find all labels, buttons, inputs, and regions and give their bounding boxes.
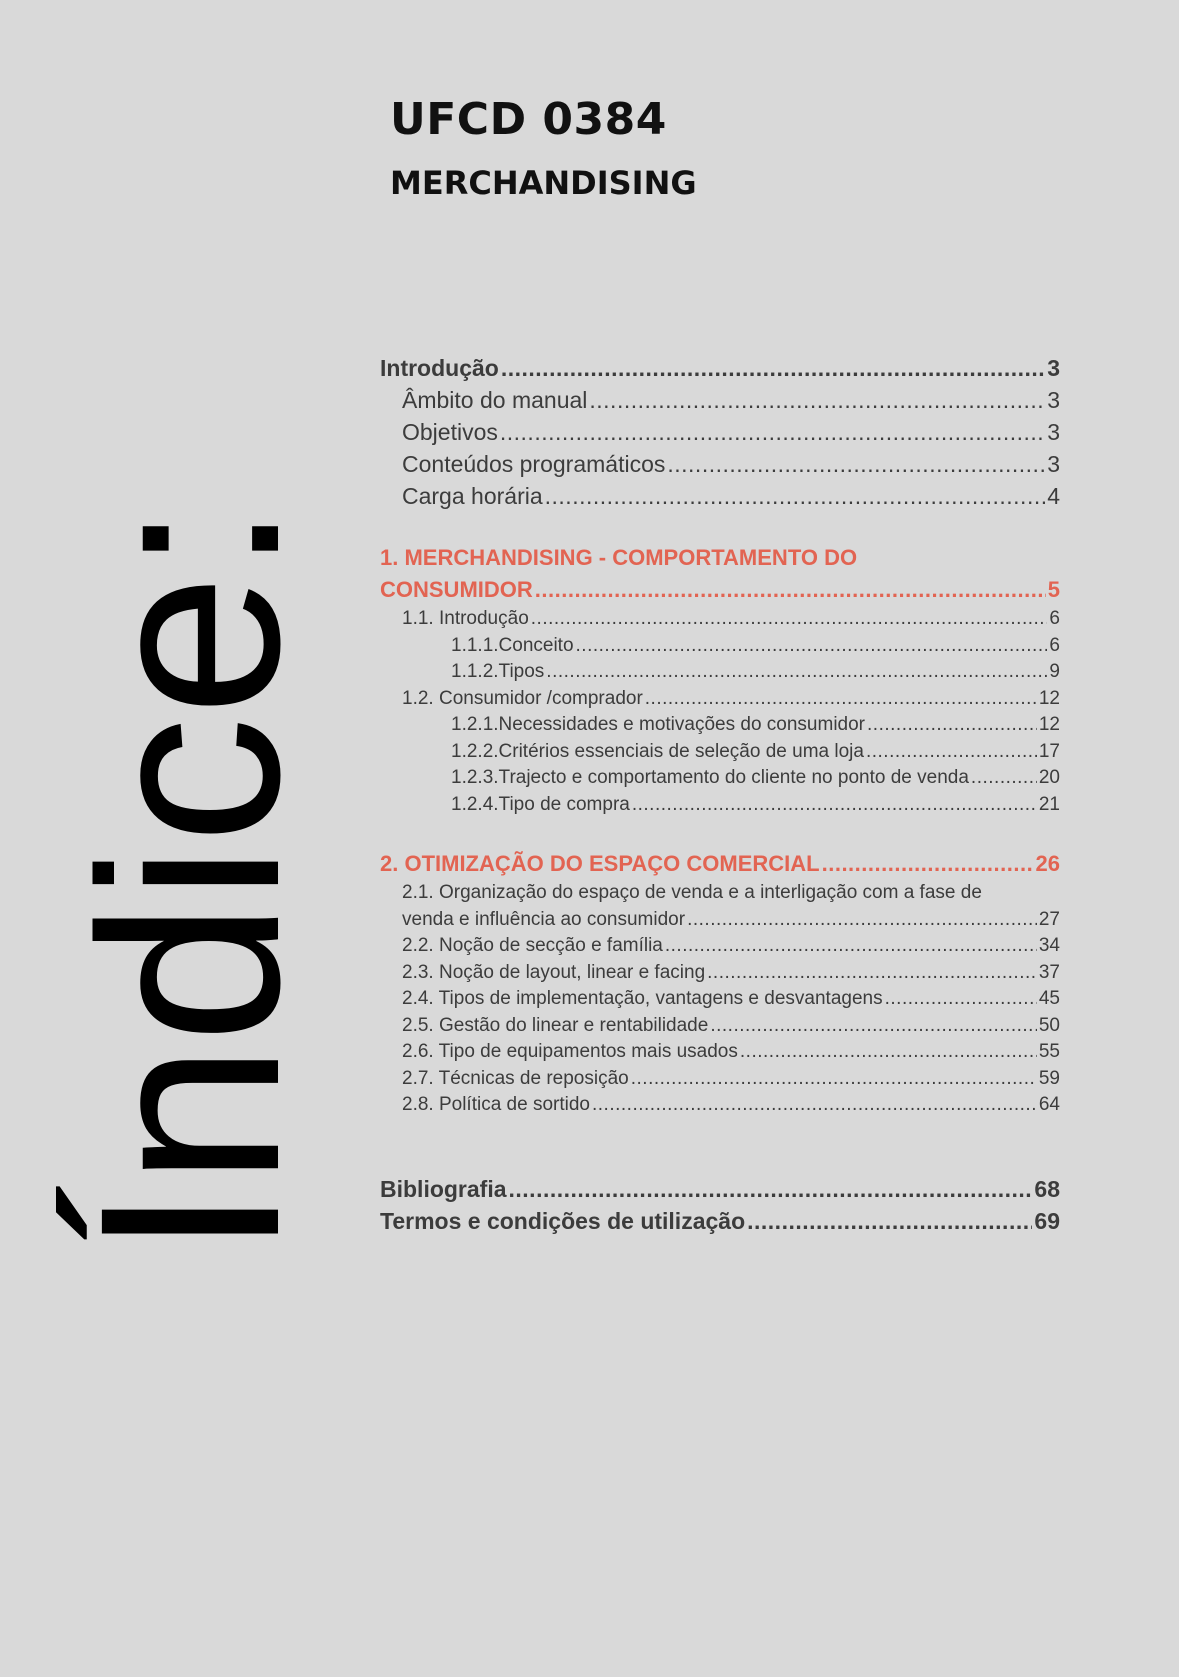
- toc-entry-termos[interactable]: [380, 1205, 1060, 1237]
- toc-entry-page: 12: [1038, 687, 1060, 709]
- toc-entry-label: Conteúdos programáticos: [402, 451, 666, 477]
- toc-entry[interactable]: [380, 1039, 1060, 1066]
- toc-leader-dots: [589, 384, 1045, 416]
- toc-entry-label: 2.4. Tipos de implementação, vantagens e desvantagens: [402, 988, 883, 1009]
- toc-entry-label: 2.2. Noção de secção e família: [402, 935, 663, 956]
- toc-entry-label: CONSUMIDOR: [380, 577, 533, 602]
- toc-entry[interactable]: [380, 739, 1060, 766]
- toc-leader-dots: [501, 352, 1045, 384]
- toc-chapter-2[interactable]: [380, 848, 1060, 880]
- toc-entry-page: 3: [1047, 419, 1060, 445]
- toc-entry-page: 3: [1047, 387, 1060, 413]
- toc-entry-page: 21: [1038, 793, 1060, 815]
- toc-leader-dots: [576, 633, 1048, 660]
- toc-entry-introducao[interactable]: [380, 352, 1060, 384]
- toc-entry-label: 1.1.2.Tipos: [451, 661, 545, 682]
- toc-entry-page: 45: [1038, 988, 1060, 1009]
- course-title: MERCHANDISING: [390, 164, 697, 202]
- toc-leader-dots: [867, 712, 1037, 739]
- toc-leader-dots: [546, 659, 1047, 686]
- toc-entry[interactable]: [380, 960, 1060, 987]
- toc-entry[interactable]: [380, 659, 1060, 686]
- toc-entry-label: 2.7. Técnicas de reposição: [402, 1067, 629, 1089]
- toc-entry-label: Carga horária: [402, 483, 543, 509]
- toc-entry-page: 20: [1038, 767, 1060, 788]
- toc-leader-dots: [740, 1039, 1037, 1066]
- toc-entry-page: 68: [1034, 1175, 1060, 1202]
- toc-entry-page: 17: [1038, 740, 1060, 762]
- toc-entry-page: 3: [1047, 451, 1060, 477]
- toc-entry-label: Âmbito do manual: [402, 387, 588, 413]
- toc-entry-page: 55: [1038, 1041, 1060, 1062]
- toc-entry-page: 5: [1047, 577, 1060, 602]
- toc-entry-label: 1.2.3.Trajecto e comportamento do cliente no ponto de venda: [451, 767, 969, 788]
- toc-leader-dots: [687, 907, 1037, 934]
- toc-leader-dots: [971, 765, 1037, 792]
- toc-entry-page: 6: [1049, 634, 1060, 656]
- toc-leader-dots: [866, 739, 1037, 766]
- toc-entry-label: Objetivos: [402, 419, 498, 445]
- toc-entry-page: 9: [1049, 661, 1060, 682]
- toc-entry-label: 1.2.1.Necessidades e motivações do consumidor: [451, 714, 866, 735]
- toc-entry[interactable]: [380, 765, 1060, 792]
- document-header: [390, 90, 697, 206]
- toc-leader-dots: [885, 986, 1037, 1013]
- toc-entry-label: 2.6. Tipo de equipamentos mais usados: [402, 1041, 738, 1062]
- toc-entry[interactable]: [380, 416, 1060, 448]
- toc-entry[interactable]: [380, 933, 1060, 960]
- toc-entry-page: 27: [1038, 908, 1060, 930]
- toc-entry-label: 2.5. Gestão do linear e rentabilidade: [402, 1014, 709, 1036]
- toc-entry-page: 12: [1038, 714, 1060, 735]
- toc-entry-label: 1.2.2.Critérios essenciais de seleção de uma loja: [451, 740, 864, 762]
- toc-entry[interactable]: [380, 384, 1060, 416]
- toc-entry-page: 59: [1038, 1067, 1060, 1089]
- toc-entry-bibliografia[interactable]: [380, 1173, 1060, 1205]
- index-side-title: Índice:: [47, 502, 333, 1258]
- toc-leader-dots: [710, 1013, 1037, 1040]
- toc-entry-page: 34: [1038, 935, 1060, 956]
- toc-entry[interactable]: [380, 448, 1060, 480]
- toc-entry[interactable]: [380, 1013, 1060, 1040]
- toc-entry[interactable]: [380, 986, 1060, 1013]
- toc-chapter-1-label-line1[interactable]: 1. MERCHANDISING - COMPORTAMENTO DO: [380, 545, 858, 570]
- toc-entry[interactable]: [380, 480, 1060, 512]
- toc-entry-page: 26: [1035, 851, 1060, 876]
- toc-chapter-1[interactable]: [380, 574, 1060, 606]
- toc-leader-dots: [665, 933, 1037, 960]
- toc-entry-page: 64: [1038, 1094, 1060, 1115]
- toc-leader-dots: [747, 1205, 1032, 1237]
- toc-entry-page: 50: [1038, 1014, 1060, 1036]
- toc-entry-label: venda e influência ao consumidor: [402, 908, 686, 930]
- toc-entry[interactable]: [380, 712, 1060, 739]
- toc-leader-dots: [631, 1066, 1037, 1093]
- toc-entry-label: 1.2.4.Tipo de compra: [451, 793, 630, 815]
- toc-entry[interactable]: [380, 792, 1060, 819]
- toc-entry-page: 6: [1049, 608, 1060, 629]
- toc-entry-label: 1.1. Introdução: [402, 608, 529, 629]
- toc-leader-dots: [509, 1173, 1033, 1205]
- toc-entry[interactable]: [380, 606, 1060, 633]
- toc-entry-page: 3: [1047, 355, 1060, 381]
- toc-entry[interactable]: [380, 1066, 1060, 1093]
- toc-leader-dots: [707, 960, 1037, 987]
- toc-entry-label: 1.1.1.Conceito: [451, 634, 574, 656]
- toc-leader-dots: [531, 606, 1048, 633]
- toc-entry[interactable]: [380, 1092, 1060, 1119]
- toc-entry-2-1-line1[interactable]: 2.1. Organização do espaço de venda e a interligação com a fase de: [402, 882, 982, 903]
- toc-entry-label: Bibliografia: [380, 1175, 507, 1202]
- toc-leader-dots: [592, 1092, 1037, 1119]
- toc-entry[interactable]: [380, 633, 1060, 660]
- toc-entry-label: 1.2. Consumidor /comprador: [402, 687, 643, 709]
- toc-leader-dots: [667, 448, 1045, 480]
- table-of-contents: [380, 352, 1060, 1237]
- course-code: UFCD 0384: [390, 94, 667, 145]
- toc-entry[interactable]: [380, 686, 1060, 713]
- toc-leader-dots: [632, 792, 1037, 819]
- toc-leader-dots: [822, 848, 1034, 880]
- toc-leader-dots: [545, 480, 1046, 512]
- toc-leader-dots: [500, 416, 1045, 448]
- toc-leader-dots: [645, 686, 1037, 713]
- toc-entry-page: 4: [1047, 483, 1060, 509]
- toc-entry-2-1[interactable]: [380, 907, 1060, 934]
- toc-entry-page: 37: [1038, 961, 1060, 983]
- toc-leader-dots: [535, 574, 1046, 606]
- toc-entry-label: 2.8. Política de sortido: [402, 1094, 590, 1115]
- toc-entry-page: 69: [1034, 1207, 1060, 1234]
- toc-entry-label: 2. OTIMIZAÇÃO DO ESPAÇO COMERCIAL: [380, 851, 820, 876]
- toc-entry-label: Introdução: [380, 355, 499, 381]
- toc-entry-label: 2.3. Noção de layout, linear e facing: [402, 961, 706, 983]
- toc-entry-label: Termos e condições de utilização: [380, 1207, 746, 1234]
